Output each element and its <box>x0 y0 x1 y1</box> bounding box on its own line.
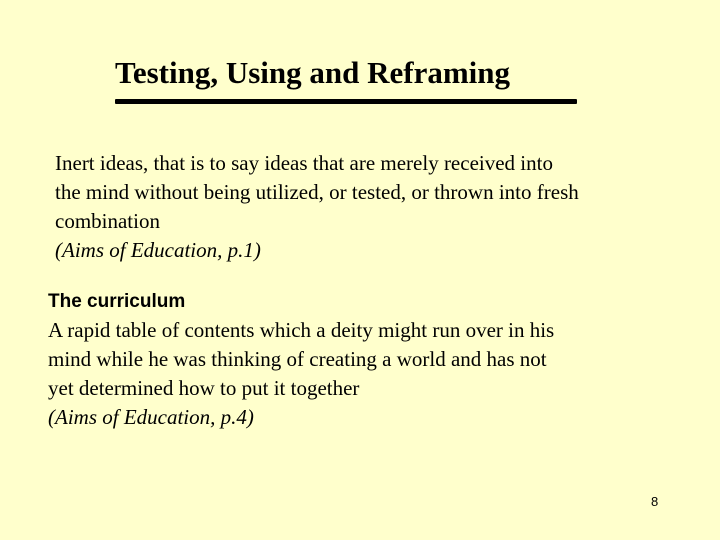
quote-line: combination <box>55 209 160 233</box>
slide-title: Testing, Using and Reframing <box>115 55 511 90</box>
title-underline <box>115 99 577 104</box>
quote-curriculum <box>48 287 668 432</box>
quote-line: mind while he was thinking of creating a world and has not <box>48 347 547 371</box>
quote-line: yet determined how to put it together <box>48 376 360 400</box>
quote-heading: The curriculum <box>48 291 186 312</box>
quote-line: Inert ideas, that is to say ideas that are merely received into <box>55 151 553 175</box>
quote-citation: (Aims of Education, p.4) <box>48 405 254 429</box>
page-number: 8 <box>651 494 659 509</box>
quote-inert-ideas <box>55 149 665 265</box>
quote-line: the mind without being utilized, or tested, or thrown into fresh <box>55 180 579 204</box>
quote-citation: (Aims of Education, p.1) <box>55 238 261 262</box>
quote-line: A rapid table of contents which a deity might run over in his <box>48 318 555 342</box>
